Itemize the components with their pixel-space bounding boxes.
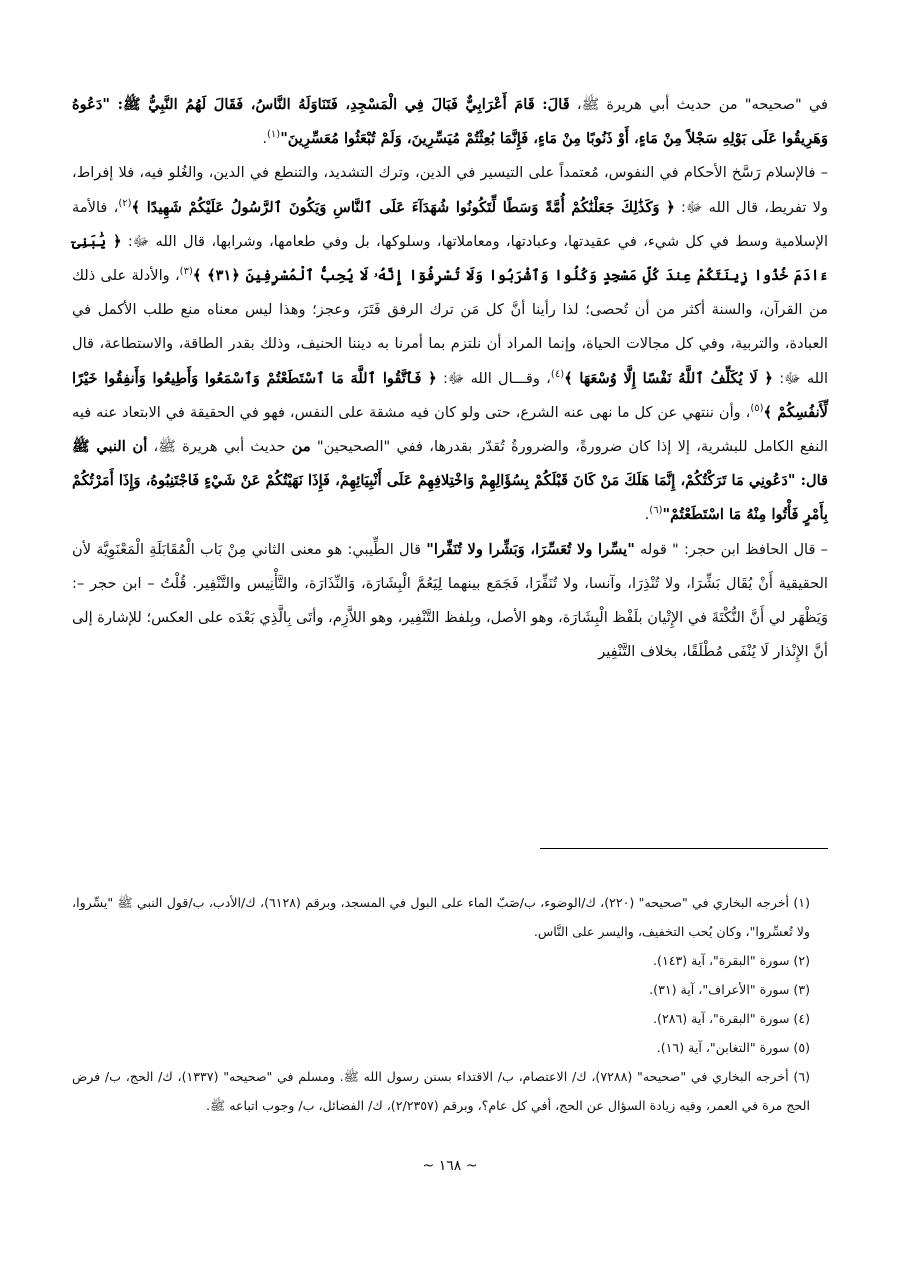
paragraph-moderation [72, 156, 828, 532]
page-number: ~ ١٦٨ ~ [422, 1158, 478, 1174]
ibn-hajar-text-2: قال الطِّيبي: هو معنى الثاني مِنْ بَاب الْمُقَابَلَةِ الْمَعْنَوِيَّة لأن الحقيقية أَنْ يُقَال بَشِّرَا، ولا تُنْذِرَا، وآنسا، ولا تُنَفِّرَا، فَجَمَع بينهما لِيَعُمَّ الْبِشَارَة، وَالنِّذَارَة، والتَّأْنِيس والتَّنْفِير. قُلْتُ – ابن حجر –: وَيَظْهَر لي أَنَّ النُّكْتَةَ في الإِتْيان بلَفْظ الْبِشَارَة، وهو الأصل، وبِلفظ التَّنْفِير، وهو اللاَّزِم، وأتَى بِالَّذِي بَعْدَه على العكس؛ للإشارة إلى أنَّ الإِنْذار لَا يُنْفَى مُطْلَقًا، بخلاف التَّنْفِير [72, 540, 828, 661]
moderation-text-4: ، وقـــال الله ﷻ: [436, 369, 551, 387]
hadith-quote-yassiru: "يسِّرا ولا تُعَسِّرَا، وَبَشِّرا ولا تُنَفِّرا" [426, 540, 635, 558]
paragraph-hadith-intro [72, 88, 828, 156]
moderation-text-6: حديث أبي هريرة ﷺ، [147, 438, 292, 456]
quran-quote-baqarah-286: ﴿ لَا يُكَلِّفُ ٱللَّهُ نَفْسًا إِلَّا وُسْعَهَا ﴾ [564, 369, 773, 387]
hadith-intro-text: في "صحيحه" من حديث أبي هريرة ﷺ، [569, 96, 828, 113]
paragraph-tail: . [262, 130, 268, 148]
main-text [72, 88, 828, 669]
footnote-ref-2: (٢) [118, 197, 132, 209]
moderation-text-1: – فالإسلام رَسَّخ الأحكام في النفوس، مُعتمداً على التيسير في الدين، وترك التشديد، والتنطع في الدين، والغُلو فيه، فلا إفراط، ولا تفريط، قال الله ﷻ: [72, 164, 828, 216]
footnote-5: (٥) سورة "التغابن"، آية (١٦). [656, 1040, 810, 1055]
footnote-divider [540, 848, 828, 849]
footnote-4: (٤) سورة "البقرة"، آية (٢٨٦). [653, 1011, 810, 1026]
paragraph-tail: . [644, 506, 650, 524]
bold-min: من [291, 438, 311, 456]
footnote-1: (١) أخرجه البخاري في "صحيحه" (٢٢٠)، ك/الوضوء، ب/صَبّ الماء على البول في المسجد، وبرقم (٦١٢٨)، ك/الأدب، ب/قول النبي ﷺ "يسِّروا، ولا تُعسِّروا"، وكان يُحب التخفيف، واليسر على النَّاس. [72, 895, 810, 939]
ibn-hajar-text-1: – قال الحافظ ابن حجر: " قوله [634, 540, 828, 558]
moderation-text-3: ، والأدلة على ذلك من القرآن، والسنة أكثر من أن تُحصى؛ لذا رأينا أنَّ كل مَن ترك الرفق فَتَرَ، وعجز؛ وهذا ليس معناه منع طلب الأكمل في العبادة، والتربية، وفي كل مجالات الحياة، وإنما المراد أن نلتزم بما أمرنا به ديننا الحنيف، وذلك بقدر الطاقة، والاستطاعة، قال الله ﷻ: [72, 267, 829, 387]
moderation-text-5: ، وأن ننتهي عن كل ما نهى عنه الشرع، حتى ولو كان فيه مشقة على النفس، فهو في الحقيقة في الابتعاد عنه فيه النفع الكامل للبشرية، إلا إذا كان ضرورةً، والضرورةُ تُقدّر بقدرها، ففي "الصحيحين" [72, 403, 828, 456]
paragraph-ibn-hajar [72, 533, 828, 670]
footnotes [72, 888, 828, 1120]
footnote-ref-3: (٣) [179, 266, 193, 278]
quran-quote-taghabun-16: ﴿ فَٱتَّقُوا ٱللَّهَ مَا ٱسْتَطَعْتُمْ وَٱسْمَعُوا وَأَطِيعُوا وَأَنفِقُوا خَيْرًا لِّأَنفُسِكُمْ ﴾ [72, 369, 828, 421]
footnote-ref-1: (١) [267, 129, 281, 141]
quran-quote-araf-31: ﴿ يَٰبَنِىٓ ءَادَمَ خُذُوا زِينَتَكُمْ عِندَ كُلِّ مَسْجِدٍ وَكُلُوا وَٱشْرَبُوا وَلَا تُسْرِفُوٓا إِنَّهُۥ لَا يُحِبُّ ٱلْمُسْرِفِينَ ﴿٣١﴾ ﴾ [72, 232, 828, 285]
footnote-ref-5: (٥) [750, 402, 764, 414]
footnote-ref-6: (٦) [649, 505, 663, 517]
hadith-quote: قَالَ: قَامَ أَعْرَابِيٌّ فَبَالَ فِي الْمَسْجِدِ، فَتَنَاوَلَهُ النَّاسُ، فَقَالَ لَهُمُ النَّبِيُّ ﷺ: "دَعُوهُ وَهَرِيقُوا عَلَى بَوْلِهِ سَجْلاً مِنْ مَاءٍ، أَوْ ذَنُوبًا مِنْ مَاءٍ، فَإِنَّمَا بُعِثْتُمْ مُيَسِّرِينَ، وَلَمْ تُبْعَثُوا مُعَسِّرِينَ" [72, 96, 828, 148]
quran-quote-baqarah-143: ﴿ وَكَذَٰلِكَ جَعَلْنَٰكُمْ أُمَّةً وَسَطًا لِّتَكُونُوا شُهَدَآءَ عَلَى ٱلنَّاسِ وَيَكُونَ ٱلرَّسُولُ عَلَيْكُمْ شَهِيدًا ﴾ [131, 198, 675, 216]
footnote-ref-4: (٤) [550, 368, 565, 380]
moderation-text-2: ، فالأمة الإسلامية وسط في كل شيء، في عقيدتها، وعبادتها، ومعاملاتها، وسلوكها، بل وفي طعامها، وشرابها، قال الله ﷻ: [72, 198, 828, 250]
footnote-2: (٢) سورة "البقرة"، آية (١٤٣). [653, 953, 810, 968]
footnote-3: (٣) سورة "الأعراف"، آية (٣١). [649, 982, 810, 997]
hadith-quote-leave-me: أن النبي ﷺ قال: "دَعُونِي مَا تَرَكْتُكُمْ، إِنَّمَا هَلَكَ مَنْ كَانَ قَبْلَكُمْ بِسُؤَالِهِمْ وَاخْتِلافِهِمْ عَلَى أَنْبِيَائِهِمْ، فَإِذَا نَهَيْتُكُمْ عَنْ شَيْءٍ فَاجْتَنِبُوهُ، وَإِذَا أَمَرْتُكُمْ بِأَمْرٍ فَأْتُوا مِنْهُ مَا اسْتَطَعْتُمْ" [72, 438, 828, 524]
footnote-6: (٦) أخرجه البخاري في "صحيحه" (٧٢٨٨)، ك/ الاعتصام، ب/ الاقتداء بسنن رسول الله ﷺ. ومسلم في "صحيحه" (١٣٣٧)، ك/ الحج، ب/ فرض الحج مرة في العمر، وفيه زيادة السؤال عن الحج، أفي كل عام؟، وبرقم (٢/٢٣٥٧)، ك/ الفضائل، ب/ وجوب اتباعه ﷺ. [72, 1069, 810, 1113]
